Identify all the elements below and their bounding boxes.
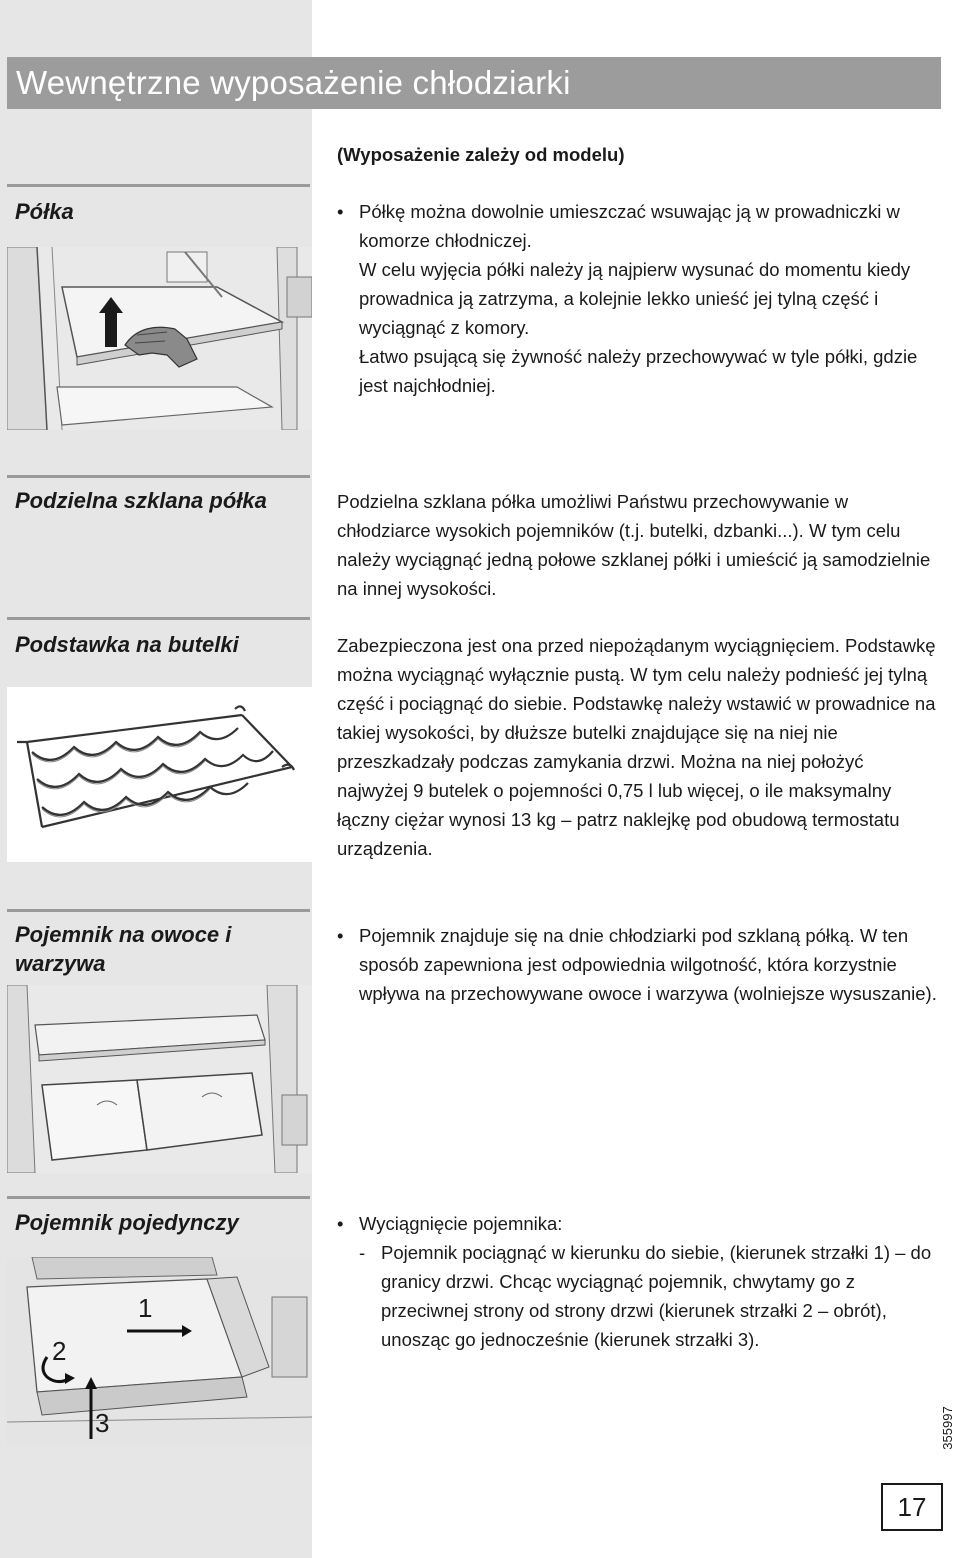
arrow-label-3: 3 [95, 1408, 110, 1438]
bullet-symbol: • [337, 201, 344, 222]
bottle-rack-illustration [7, 687, 312, 862]
section-title-shelf: Półka [15, 199, 74, 224]
section-divider [7, 475, 310, 478]
section-divider [7, 1196, 310, 1199]
section-title-split-shelf: Podzielna szklana półka [15, 488, 267, 513]
bullet-symbol: • [337, 925, 344, 946]
section-divider [7, 909, 310, 912]
single-drawer-bullet: Wyciągnięcie pojemnika: [359, 1213, 563, 1234]
arrow-label-1: 1 [138, 1293, 153, 1323]
section-divider [7, 184, 310, 187]
dash-symbol: - [359, 1242, 366, 1263]
document-code: 355997 [940, 1406, 955, 1450]
bullet-symbol: • [337, 1213, 344, 1234]
section-divider [7, 617, 310, 620]
section-title-bottle-rack: Podstawka na butelki [15, 632, 239, 657]
crisper-illustration [7, 985, 312, 1173]
section-title-crisper: Pojemnik na owoce i warzywa [15, 922, 232, 976]
shelf-bullet-2: W celu wyjęcia półki należy ją najpierw wysunać do momentu kiedy prowadnica ją zatrzyma, a kolejnie lekko unieść jej tylną część i wyciągnąć z komory. [359, 259, 911, 338]
model-note: (Wyposażenie zależy od modelu) [337, 144, 625, 165]
arrow-label-2: 2 [52, 1336, 67, 1366]
shelf-bullet-1: Półkę można dowolnie umieszczać wsuwając ją w prowadniczki w komorze chłodniczej. [359, 201, 900, 251]
crisper-bullet: Pojemnik znajduje się na dnie chłodziarki pod szklaną półką. W ten sposób zapewniona jest odpowiednia wilgotność, która korzystnie wpływa na przechowywane owoce i warzywa (wolniejsze wysuszanie). [359, 925, 937, 1004]
section-title-single-drawer: Pojemnik pojedynczy [15, 1210, 239, 1235]
single-drawer-steps: Pojemnik pociągnąć w kierunku do siebie, (kierunek strzałki 1) – do granicy drzwi. Chcąc wyciągnąć pojemnik, chwytamy go z przeciwnej strony od strony drzwi (kierunek strzałki 2 – obrót), unosząc go jednocześnie (kierunek strzałki 3). [381, 1242, 932, 1350]
split-shelf-text: Podzielna szklana półka umożliwi Państwu przechowywanie w chłodziarce wysokich pojemników (t.j. butelki, dzbanki...). W tym celu należy wyciągnąć jedną połowe szklanej półki i umieścić ją samodzielnie na innej wysokości. [337, 491, 931, 599]
page-number: 17 [881, 1483, 943, 1531]
shelf-illustration [7, 247, 312, 430]
shelf-bullet-3: Łatwo psującą się żywność należy przechowywać w tyle półki, gdzie jest najchłodniej. [359, 346, 918, 396]
page-title: Wewnętrzne wyposażenie chłodziarki [16, 64, 571, 101]
bottle-rack-text: Zabezpieczona jest ona przed niepożądanym wyciągnięciem. Podstawkę można wyciągnąć wyłącznie pustą. W tym celu należy podnieść jej tylną część i pociągnąć do siebie. Podstawkę należy wstawić w prowadnice na takiej wysokości, by dłuższe butelki znajdujące się na niej nie przeszkadzały podczas zamykania drzwi. Można na niej położyć najwyżej 9 butelek o pojemności 0,75 l lub więcej, o ile maksymalny łączny ciężar wynosi 13 kg – patrz naklejkę pod obudową termostatu urządzenia. [337, 635, 936, 859]
